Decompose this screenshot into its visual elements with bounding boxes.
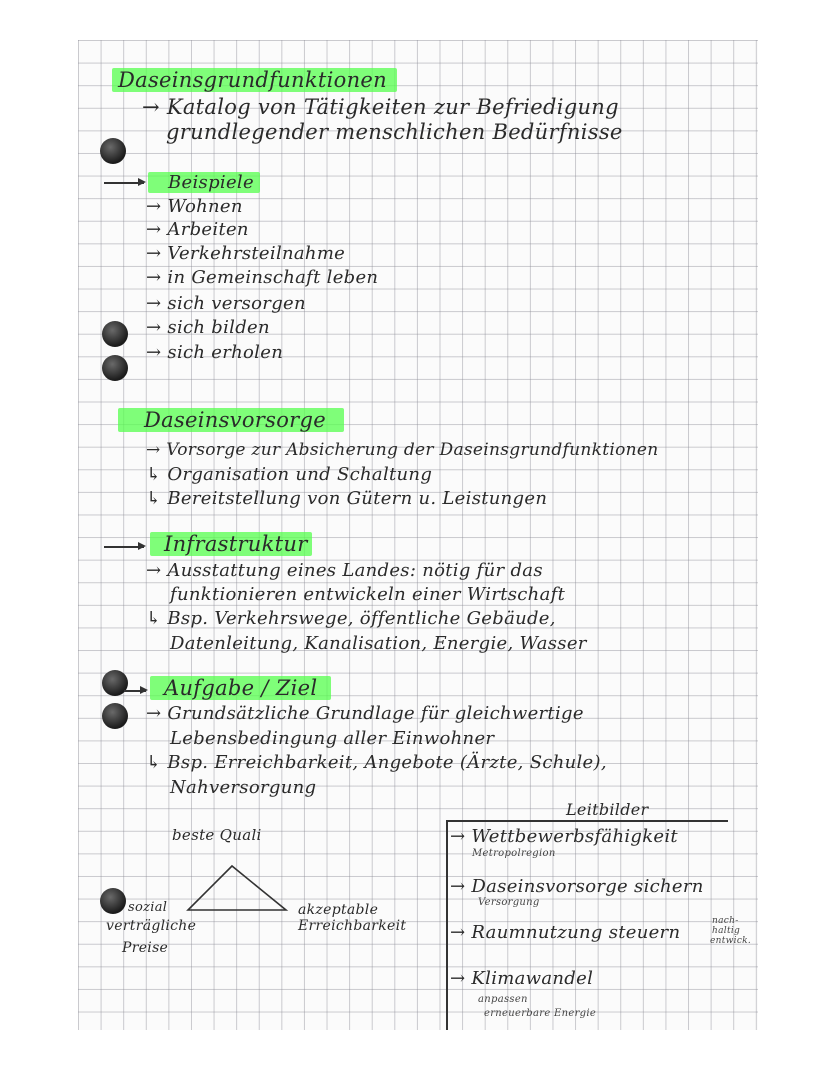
side-note: haltig: [712, 926, 741, 936]
margin-arrow: [104, 546, 144, 548]
section4-line: ↳ Bsp. Erreichbarkeit, Angebote (Ärzte, Schule),: [146, 752, 607, 773]
punch-hole: [102, 321, 128, 347]
leitbilder-heading: Leitbilder: [566, 800, 649, 819]
margin-arrow: [104, 182, 144, 184]
list-item: → Verkehrsteilnahme: [146, 243, 346, 264]
section1-title: Daseinsgrundfunktionen: [112, 68, 397, 92]
section3-title: Infrastruktur: [150, 532, 312, 556]
examples-heading: Beispiele: [148, 172, 260, 193]
triangle-left-label: Preise: [122, 940, 169, 956]
section2-line: → Vorsorge zur Absicherung der Daseinsgrundfunktionen: [146, 440, 659, 460]
leitbild-note: anpassen: [478, 994, 528, 1005]
punch-hole: [100, 138, 126, 164]
section4-line: → Grundsätzliche Grundlage für gleichwertige: [146, 703, 584, 724]
section4-line: Nahversorgung: [170, 777, 317, 798]
side-note: entwick.: [710, 936, 752, 946]
triangle-left-label: verträgliche: [106, 918, 197, 934]
leitbild-note: Metropolregion: [472, 848, 556, 859]
section2-line: ↳ Bereitstellung von Gütern u. Leistungen: [146, 488, 548, 509]
list-item: → sich bilden: [146, 317, 270, 338]
leitbilder-divider: [446, 820, 448, 1030]
leitbild-item: → Daseinsvorsorge sichern: [450, 876, 704, 897]
list-item: → in Gemeinschaft leben: [146, 267, 379, 288]
section2-title: Daseinsvorsorge: [118, 408, 344, 432]
leitbild-note: Versorgung: [478, 897, 540, 908]
list-item: → Wohnen: [146, 196, 243, 217]
section3-line: ↳ Bsp. Verkehrswege, öffentliche Gebäude,: [146, 608, 556, 629]
punch-hole: [102, 355, 128, 381]
leitbild-note: erneuerbare Energie: [484, 1008, 597, 1019]
list-item: → sich versorgen: [146, 293, 306, 314]
leitbild-item: → Raumnutzung steuern: [450, 922, 681, 943]
section3-line: Datenleitung, Kanalisation, Energie, Wasser: [170, 633, 587, 654]
list-item: → sich erholen: [146, 342, 284, 363]
section1-definition-line1: → Katalog von Tätigkeiten zur Befriedigung: [142, 95, 619, 119]
triangle-right-label: Erreichbarkeit: [298, 918, 407, 934]
triangle-top-label: beste Quali: [172, 826, 262, 844]
punch-hole: [102, 670, 128, 696]
triangle-right-label: akzeptable: [298, 902, 379, 918]
section4-title: Aufgabe / Ziel: [150, 676, 331, 700]
leitbilder-top-line: [446, 820, 728, 822]
section1-definition-line2: grundlegender menschlichen Bedürfnisse: [166, 120, 623, 144]
section4-line: Lebensbedingung aller Einwohner: [170, 728, 495, 749]
section3-line: funktionieren entwickeln einer Wirtschaft: [170, 584, 566, 605]
leitbild-item: → Klimawandel: [450, 968, 594, 989]
margin-arrow: [124, 690, 146, 692]
punch-hole: [102, 703, 128, 729]
punch-hole: [100, 888, 126, 914]
triangle-left-label: sozial: [128, 900, 168, 915]
section2-line: ↳ Organisation und Schaltung: [146, 464, 433, 485]
section3-line: → Ausstattung eines Landes: nötig für das: [146, 560, 543, 581]
leitbild-item: → Wettbewerbsfähigkeit: [450, 826, 678, 847]
list-item: → Arbeiten: [146, 219, 249, 240]
side-note: nach-: [712, 916, 739, 926]
